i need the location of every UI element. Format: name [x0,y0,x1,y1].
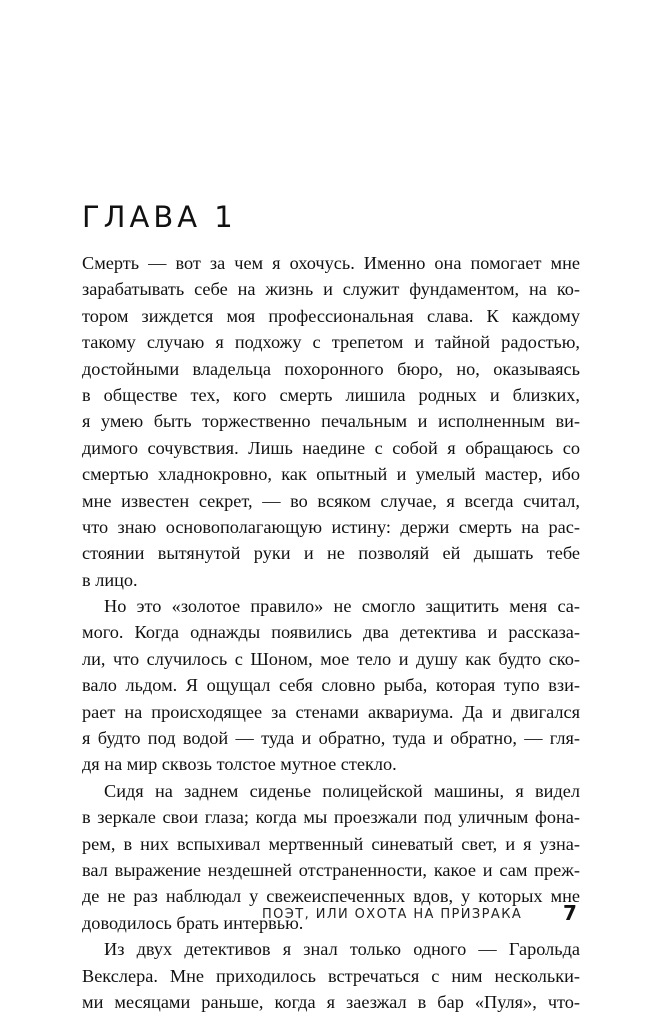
text-line: в зеркале свои глаза; когда мы проезжали под уличным фона- [82,807,580,828]
chapter-title: ГЛАВА 1 [82,200,237,234]
text-line: димого сочувствия. Лишь наедине с собой я обращаюсь со [82,437,580,458]
chapter-body [82,250,580,1015]
text-line: Смерть — вот за чем я охочусь. Именно она помогает мне [82,253,580,273]
page-number: 7 [563,901,577,925]
text-line: зарабатывать себе на жизнь и служит фундаментом, на ко- [82,279,580,300]
text-line: вало льдом. Я ощущал себя словно рыба, которая тупо взи- [82,675,580,696]
text-line: ми месяцами раньше, когда я заезжал в бар «Пуля», что- [82,991,580,1012]
text-line: что знаю основополагающую истину: держи смерть на рас- [82,516,580,537]
text-line: рем, в них вспыхивал мертвенный синеватый свет, и я узна- [82,833,580,854]
text-line: смертью хладнокровно, как опытный и умелый мастер, ибо [82,464,580,485]
text-line: дя на мир сквозь толстое мутное стекло. [82,754,397,775]
text-line: рает на происходящее за стенами аквариума. Да и двигался [82,701,580,722]
text-line: стоянии вытянутой руки и не позволяй ей дышать тебе [82,543,580,564]
text-line: мого. Когда однажды появились два детектива и рассказа- [82,622,580,643]
text-line: такому случаю я подхожу с трепетом и тайной радостью, [82,332,580,353]
text-line: достойными владельца похоронного бюро, но, оказываясь [82,358,580,379]
text-line: вал выражение нездешней отстраненности, какое и сам преж- [82,859,580,880]
text-line: тором зиждется моя профессиональная слава. К каждому [82,305,580,326]
text-line: Из двух детективов я знал только одного — Гарольда [104,939,580,960]
text-line: в лицо. [82,569,138,590]
text-line: мне известен секрет, — во всяком случае, я всегда считал, [82,490,580,511]
text-line: я умею быть торжественно печальным и исполненным ви- [82,411,580,432]
running-footer-title: ПОЭТ, ИЛИ ОХОТА НА ПРИЗРАКА [262,907,523,922]
text-line: Сидя на заднем сиденье полицейской машины, я видел [104,780,580,801]
text-line: я будто под водой — туда и обратно, туда и обратно, — гля- [82,728,580,749]
text-line: Но это «золотое правило» не смогло защитить меня са- [104,596,580,617]
text-line: доводилось брать интервью. [82,912,304,933]
text-line: де не раз наблюдал у свежеиспеченных вдов, у которых мне [82,886,580,907]
text-line: ли, что случилось с Шоном, мое тело и душу как будто ско- [82,648,580,669]
text-line: Векслера. Мне приходилось встречаться с ним нескольки- [82,965,580,986]
text-line: в обществе тех, кого смерть лишила родных и близких, [82,384,580,405]
